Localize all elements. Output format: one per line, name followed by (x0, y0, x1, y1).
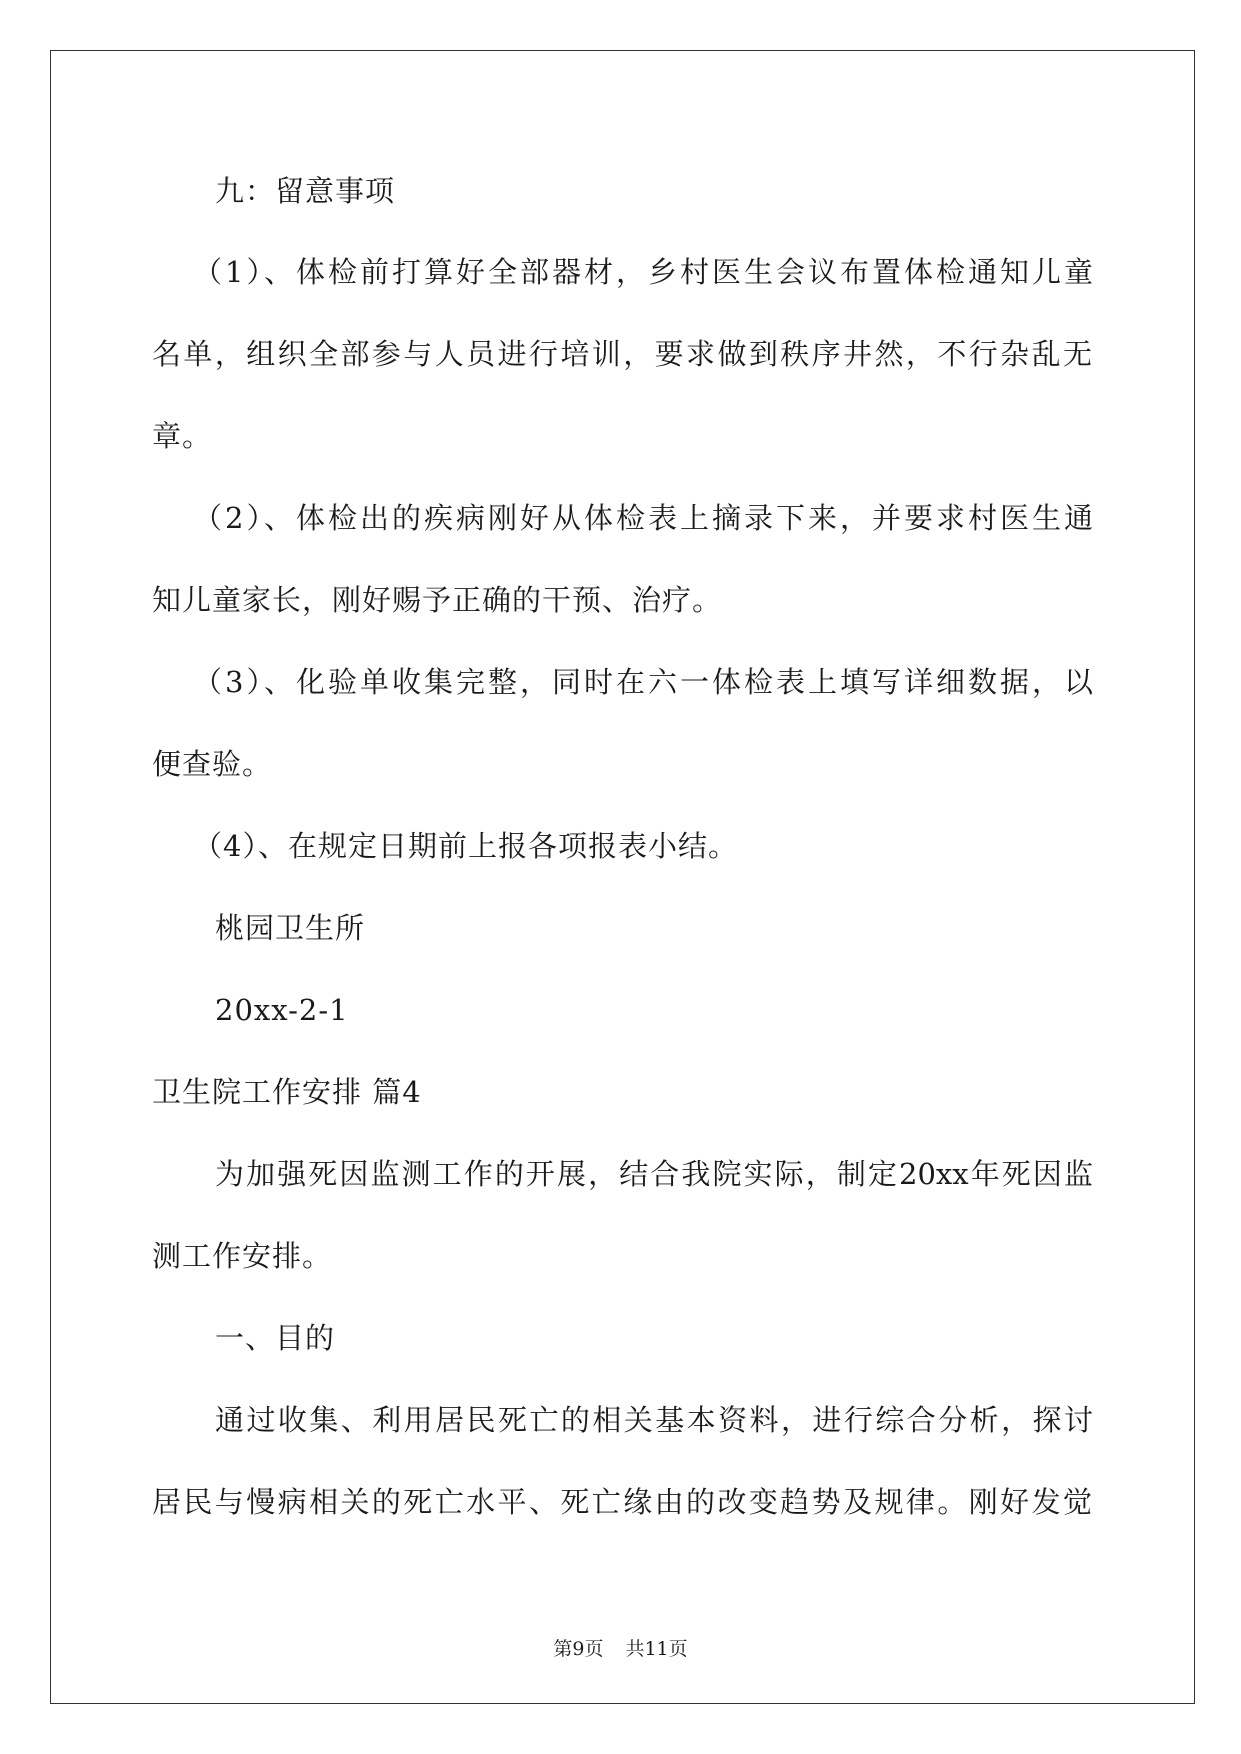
paragraph-line: 章。 (152, 419, 213, 453)
paragraph-line: （4）、在规定日期前上报各项报表小结。 (193, 829, 738, 863)
signature-date: 20xx-2-1 (215, 993, 349, 1027)
paragraph-line: （2）、体检出的疾病刚好从体检表上摘录下来，并要求村医生通 (193, 501, 1093, 535)
paragraph-line: 便查验。 (152, 747, 273, 781)
page-border (50, 50, 1195, 1704)
paragraph-line: 通过收集、利用居民死亡的相关基本资料，进行综合分析，探讨 (215, 1403, 1093, 1437)
paragraph-line: 知儿童家长，刚好赐予正确的干预、治疗。 (152, 583, 723, 617)
section-heading-purpose: 一、目的 (215, 1321, 336, 1355)
paragraph-line: （1）、体检前打算好全部器材，乡村医生会议布置体检通知儿童 (193, 255, 1093, 289)
paragraph-line: 居民与慢病相关的死亡水平、死亡缘由的改变趋势及规律。刚好发觉 (152, 1485, 1092, 1519)
article-title: 卫生院工作安排 篇4 (152, 1075, 422, 1109)
signature-organization: 桃园卫生所 (215, 911, 366, 945)
section-heading-notes: 九：留意事项 (215, 174, 396, 208)
page-number-total: 共11页 (625, 1638, 688, 1660)
page-number-current: 第9页 (553, 1638, 604, 1660)
paragraph-line: 测工作安排。 (152, 1239, 333, 1273)
paragraph-line: 名单，组织全部参与人员进行培训，要求做到秩序井然，不行杂乱无 (152, 337, 1092, 371)
paragraph-line: （3）、化验单收集完整，同时在六一体检表上填写详细数据，以 (193, 665, 1093, 699)
paragraph-line: 为加强死因监测工作的开展，结合我院实际，制定20xx年死因监 (215, 1157, 1093, 1191)
page-footer (0, 1637, 1241, 1661)
